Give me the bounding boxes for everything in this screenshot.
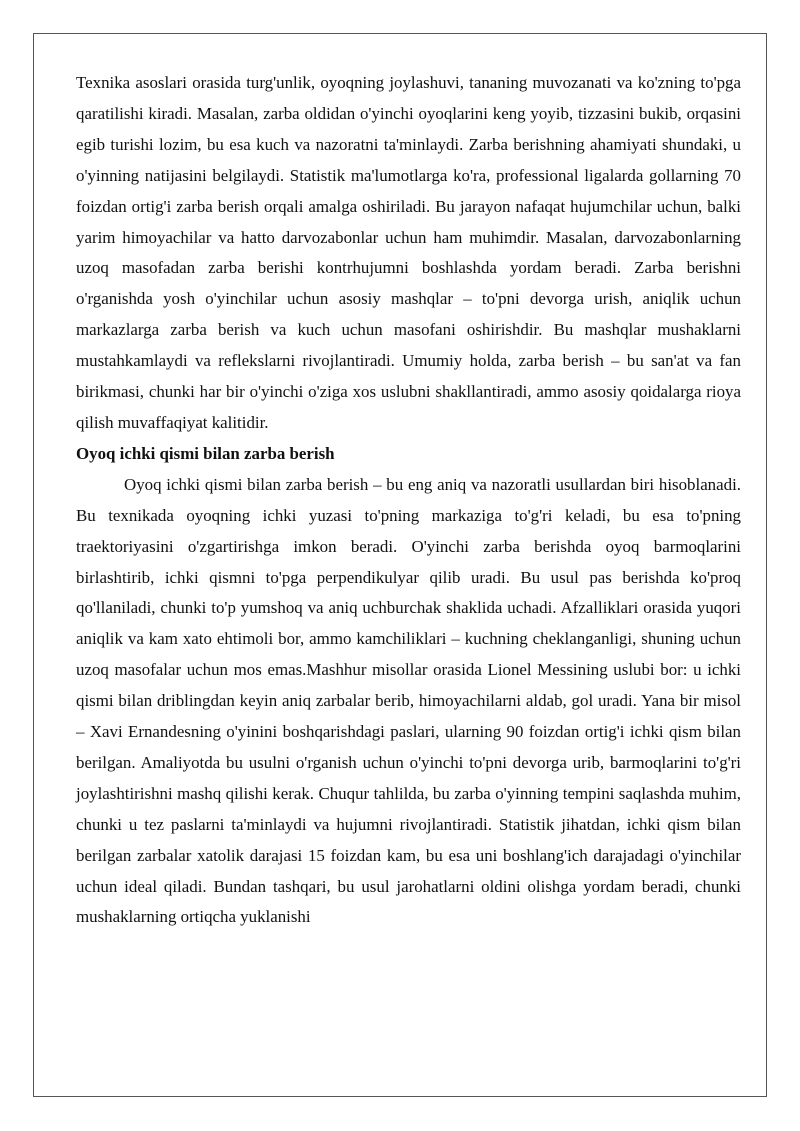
body-paragraph: Oyoq ichki qismi bilan zarba berish – bu eng aniq va nazoratli usullardan biri hisoblanadi. Bu texnikada oyoqning ichki yuzasi to'pning markaziga to'g'ri keladi, bu esa to'pning traektoriyasini o'zgartirishga imkon beradi. O'yinchi zarba berishda oyoq barmoqlarini birlashtirib, ichki qismni to'pga perpendikulyar qilib uradi. Bu usul pas berishda ko'proq qo'llaniladi, chunki to'p yumshoq va aniq uchburchak shaklida uchadi. Afzalliklari orasida yuqori aniqlik va kam xato ehtimoli bor, ammo kamchiliklari – kuchning cheklanganligi, shuning uchun uzoq masofalar uchun mos emas.Mashhur misollar orasida Lionel Messining uslubi bor: u ichki qismi bilan driblingdan keyin aniq zarbalar berib, himoyachilarni aldab, gol uradi. Yana bir misol – Xavi Ernandesning o'yinini boshqarishdagi paslari, ularning 90 foizdan ortig'i ichki qism bilan berilgan. Amaliyotda bu usulni o'rganish uchun o'yinchi to'pni devorga urib, barmoqlarini to'g'ri joylashtirishni mashq qilishi kerak. Chuqur tahlilda, bu zarba o'yinning tempini saqlashda muhim, chunki u tez paslarni ta'minlaydi va hujumni rivojlantiradi. Statistik jihatdan, ichki qism bilan berilgan zarbalar xatolik darajasi 15 foizdan kam, bu esa uni boshlang'ich darajadagi o'yinchilar uchun ideal qiladi. Bundan tashqari, bu usul jarohatlarni oldini olishga yordam beradi, chunki mushaklarning ortiqcha yuklanishi xyxy=(76,474,741,927)
document-body xyxy=(76,68,741,933)
section-heading: Oyoq ichki qismi bilan zarba berish xyxy=(76,443,335,463)
body-paragraph: Texnika asoslari orasida turg'unlik, oyoqning joylashuvi, tananing muvozanati va ko'zning to'pga qaratilishi kiradi. Masalan, zarba oldidan o'yinchi oyoqlarini keng yoyib, tizzasini bukib, orqasini egib turishi lozim, bu esa kuch va nazoratni ta'minlaydi. Zarba berishning ahamiyati shundaki, u o'yinning natijasini belgilaydi. Statistik ma'lumotlarga ko'ra, professional ligalarda gollarning 70 foizdan ortig'i zarba berish orqali amalga oshiriladi. Bu jarayon nafaqat hujumchilar uchun, balki yarim himoyachilar va hatto darvozabonlar uchun ham muhimdir. Masalan, darvozabonlarning uzoq masofadan zarba berishi kontrhujumni boshlashda yordam beradi. Zarba berishni o'rganishda yosh o'yinchilar uchun asosiy mashqlar – to'pni devorga urish, aniqlik uchun markazlarga zarba berish va kuch uchun masofani oshirishdir. Bu mashqlar mushaklarni mustahkamlaydi va reflekslarni rivojlantiradi. Umumiy holda, zarba berish – bu san'at va fan birikmasi, chunki har bir o'yinchi o'ziga xos uslubni shakllantiradi, ammo asosiy qoidalarga rioya qilish muvaffaqiyat kalitidir. xyxy=(76,73,741,432)
